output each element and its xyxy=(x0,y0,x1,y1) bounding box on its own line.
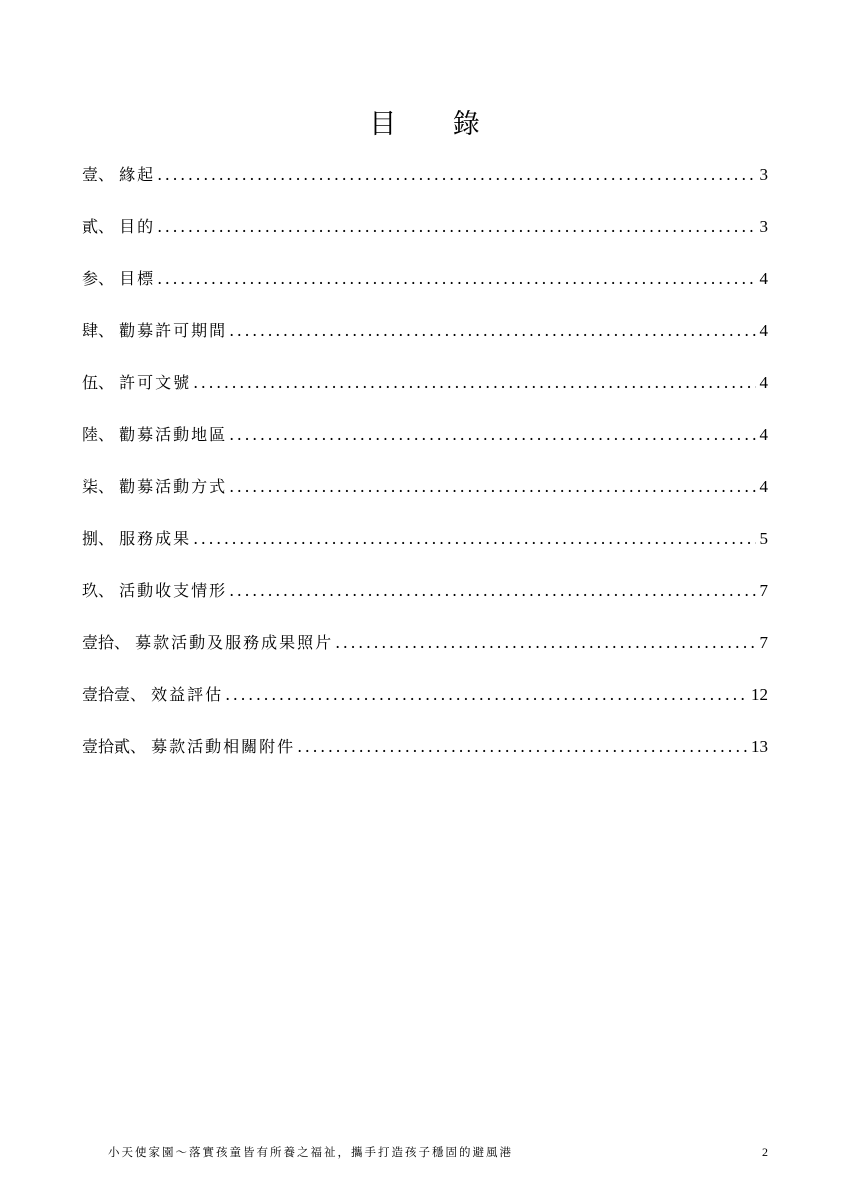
toc-entry-page: 4 xyxy=(759,477,768,496)
footer-page-number: 2 xyxy=(762,1145,768,1159)
toc-entry-number: 柒、 xyxy=(82,477,120,496)
toc-entry-page: 12 xyxy=(751,685,768,704)
page-title: 目 錄 xyxy=(369,109,504,140)
toc-entry-page: 13 xyxy=(751,737,768,756)
toc-entry-9[interactable] xyxy=(82,578,768,630)
footer-slogan: 小天使家園～落實孩童皆有所養之福祉，攜手打造孩子穩固的避風港 xyxy=(108,1145,513,1159)
toc-entry-number: 壹拾貳、 xyxy=(82,737,152,756)
toc-dot-leader xyxy=(193,526,755,552)
toc-entry-title: 勸募活動地區 xyxy=(119,425,228,444)
toc-entry-6[interactable] xyxy=(82,422,768,474)
toc-entry-title: 效益評估 xyxy=(151,685,224,704)
toc-dot-leader xyxy=(229,318,755,344)
toc-dot-leader xyxy=(297,734,747,760)
toc-entry-page: 4 xyxy=(759,321,768,340)
toc-entry-number: 陸、 xyxy=(82,425,120,444)
toc-entry-title: 服務成果 xyxy=(119,529,192,548)
toc-entry-number: 肆、 xyxy=(82,321,120,340)
toc-entry-number: 伍、 xyxy=(82,373,120,392)
toc-dot-leader xyxy=(193,370,755,396)
toc-dot-leader xyxy=(229,578,755,604)
toc-entry-3[interactable] xyxy=(82,266,768,318)
toc-dot-leader xyxy=(335,630,755,656)
toc-entry-page: 3 xyxy=(759,217,768,236)
toc-entry-title: 目的 xyxy=(119,217,156,236)
toc-entry-page: 3 xyxy=(759,165,768,184)
toc-entry-1[interactable] xyxy=(82,162,768,214)
toc-dot-leader xyxy=(157,162,755,188)
toc-entry-page: 5 xyxy=(759,529,768,548)
toc-entry-number: 参、 xyxy=(82,269,120,288)
toc-entry-page: 7 xyxy=(759,633,768,652)
toc-entry-2[interactable] xyxy=(82,214,768,266)
toc-entry-title: 勸募許可期間 xyxy=(119,321,228,340)
toc-dot-leader xyxy=(157,266,755,292)
toc-entry-8[interactable] xyxy=(82,526,768,578)
toc-entry-12[interactable] xyxy=(82,734,768,786)
toc-dot-leader xyxy=(157,214,755,240)
toc-entry-page: 4 xyxy=(759,269,768,288)
toc-dot-leader xyxy=(225,682,747,708)
toc-entry-page: 4 xyxy=(759,425,768,444)
toc-entry-title: 活動收支情形 xyxy=(119,581,228,600)
table-of-contents xyxy=(82,162,768,786)
toc-entry-number: 玖、 xyxy=(82,581,120,600)
toc-entry-10[interactable] xyxy=(82,630,768,682)
toc-entry-number: 壹拾壹、 xyxy=(82,685,152,704)
toc-entry-number: 捌、 xyxy=(82,529,120,548)
toc-entry-title: 許可文號 xyxy=(119,373,192,392)
toc-entry-number: 壹、 xyxy=(82,165,120,184)
toc-entry-title: 勸募活動方式 xyxy=(119,477,228,496)
toc-entry-title: 募款活動及服務成果照片 xyxy=(135,633,334,652)
toc-entry-title: 募款活動相關附件 xyxy=(151,737,296,756)
toc-entry-number: 貳、 xyxy=(82,217,120,236)
toc-entry-number: 壹拾、 xyxy=(82,633,136,652)
toc-entry-5[interactable] xyxy=(82,370,768,422)
page-footer xyxy=(108,1142,768,1162)
toc-dot-leader xyxy=(229,474,755,500)
toc-entry-page: 7 xyxy=(759,581,768,600)
toc-entry-7[interactable] xyxy=(82,474,768,526)
toc-entry-title: 目標 xyxy=(119,269,156,288)
toc-dot-leader xyxy=(229,422,755,448)
toc-entry-page: 4 xyxy=(759,373,768,392)
toc-entry-title: 緣起 xyxy=(119,165,156,184)
toc-entry-11[interactable] xyxy=(82,682,768,734)
toc-entry-4[interactable] xyxy=(82,318,768,370)
